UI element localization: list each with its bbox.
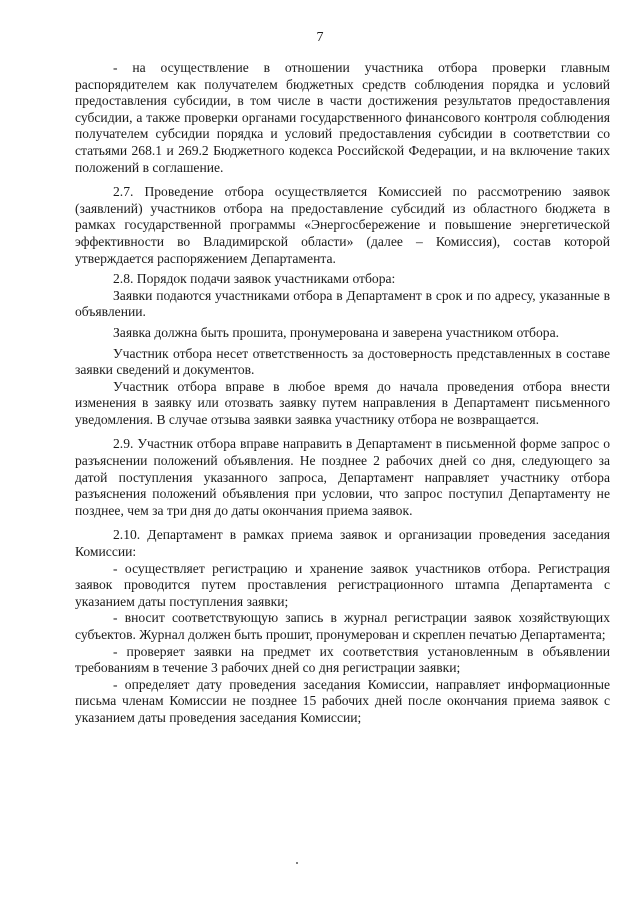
document-body bbox=[75, 60, 610, 727]
list-item-verification: - проверяет заявки на предмет их соответствия установленным в объявлении требованиям в течение 3 рабочих дней со дня регистрации заявки; bbox=[75, 643, 610, 676]
paragraph-2-10-heading: 2.10. Департамент в рамках приема заявок и организации проведения заседания Комиссии: bbox=[75, 527, 610, 560]
list-item-registration: - осуществляет регистрацию и хранение заявок участников отбора. Регистрация заявок проводится путем проставления регистрационного штампа Департамента с указанием даты поступления заявки; bbox=[75, 560, 610, 609]
scan-speck bbox=[296, 862, 298, 864]
paragraph-2-8-heading: 2.8. Порядок подачи заявок участниками отбора: bbox=[113, 271, 396, 287]
paragraph-2-8-withdrawal: Участник отбора вправе в любое время до начала проведения отбора внести изменения в заявку или отозвать заявку путем направления в Департамент письменного уведомления. В случае отзыва заявки заявка участнику отбора не возвращается. bbox=[75, 378, 610, 427]
paragraph-2-8-responsibility: Участник отбора несет ответственность за достоверность представленных в составе заявки сведений и документов. bbox=[75, 345, 610, 378]
list-item-meeting-date: - определяет дату проведения заседания Комиссии, направляет информационные письма членам Комиссии не позднее 15 рабочих дней после окончания приема заявок с указанием даты проведения заседания Комиссии; bbox=[75, 676, 610, 725]
paragraph-2-8-binding: Заявка должна быть прошита, пронумерована и заверена участником отбора. bbox=[113, 324, 559, 340]
paragraph-2-7: 2.7. Проведение отбора осуществляется Комиссией по рассмотрению заявок (заявлений) участников отбора на предоставление субсидий из областного бюджета в рамках государственной программы «Энергосбережение и повышение энергетической эффективности во Владимирской области» (далее – Комиссия), состав которой утверждается распоряжением Департамента. bbox=[75, 184, 610, 266]
paragraph-audit-consent: - на осуществление в отношении участника отбора проверки главным распорядителем как получателем бюджетных средств соблюдения порядка и условий предоставления субсидии, в том числе в части достижения результатов предоставления субсидии, а также проверки органами государственного финансового контроля соблюдения получателем субсидии порядка и условий предоставления субсидии в соответствии со статьями 268.1 и 269.2 Бюджетного кодекса Российской Федерации, и на включение таких положений в соглашение. bbox=[75, 60, 610, 175]
paragraph-2-8-submission: Заявки подаются участниками отбора в Департамент в срок и по адресу, указанные в объявлении. bbox=[75, 287, 610, 320]
paragraph-2-9: 2.9. Участник отбора вправе направить в Департамент в письменной форме запрос о разъяснении положений объявления. Не позднее 2 рабочих дней со дня, следующего за датой поступления указанного запроса, Департамент направляет участнику отбора разъяснения положений объявления при условии, что запрос поступил Департаменту не позднее, чем за три дня до даты окончания приема заявок. bbox=[75, 436, 610, 518]
page-number: 7 bbox=[316, 30, 324, 45]
list-item-journal: - вносит соответствующую запись в журнал регистрации заявок хозяйствующих субъектов. Журнал должен быть прошит, пронумерован и скреплен печатью Департамента; bbox=[75, 610, 610, 642]
